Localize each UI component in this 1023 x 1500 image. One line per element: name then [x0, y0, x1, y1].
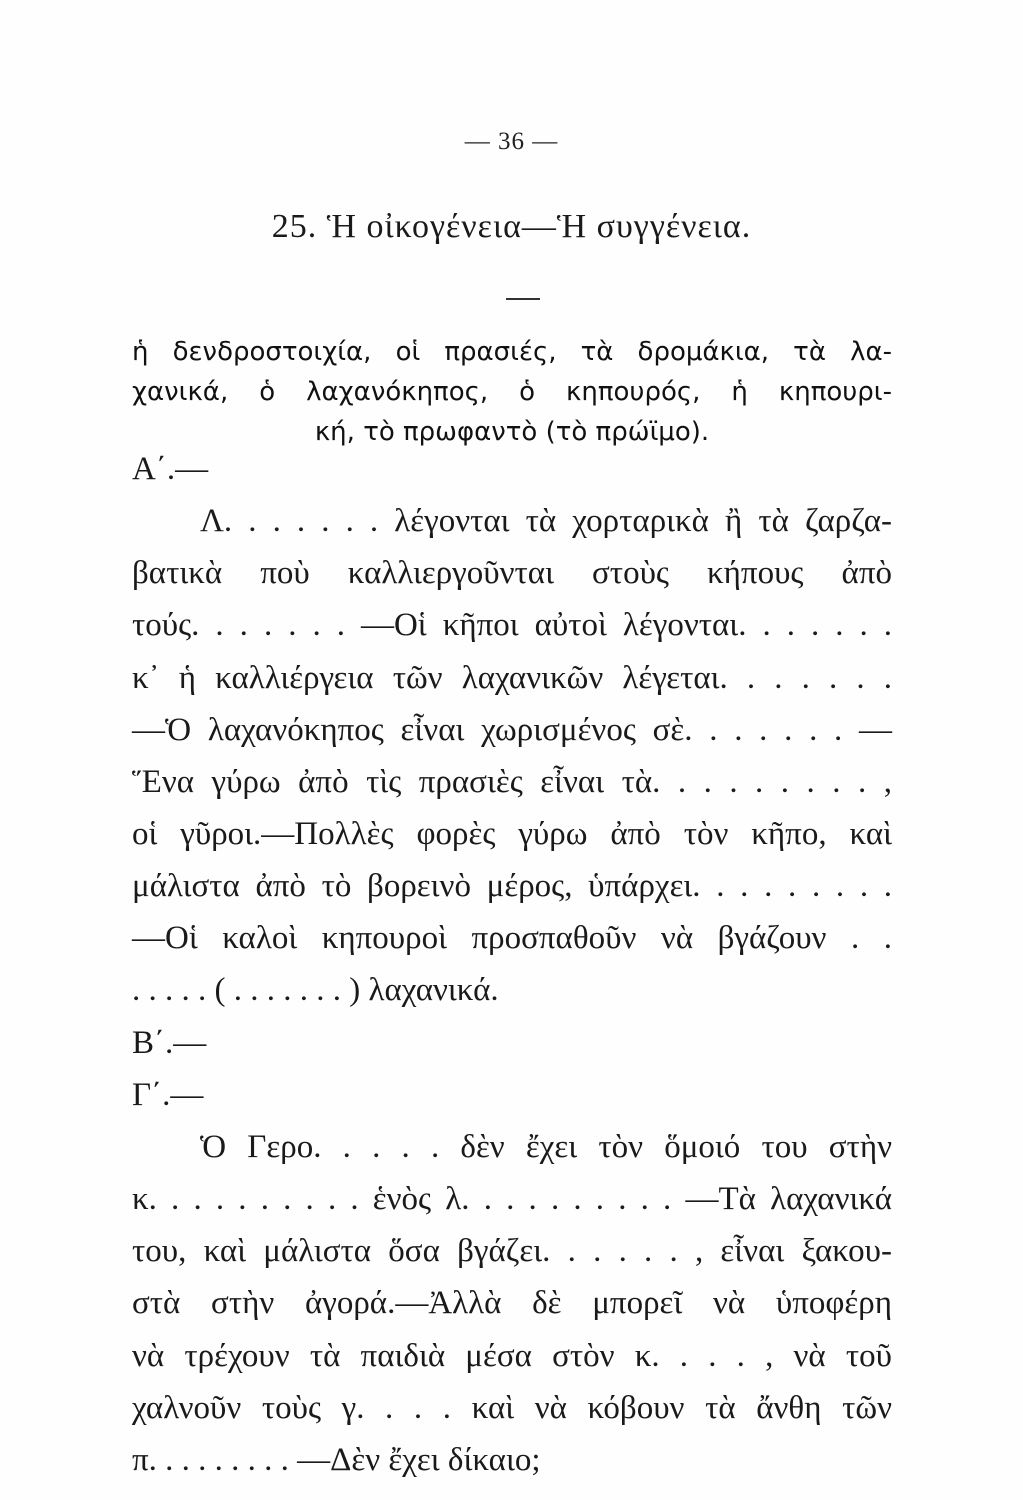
- text-line: νὰ τρέχουν τὰ παιδιὰ μέσα στὸν κ. . . . , νὰ τοῦ: [132, 1338, 892, 1374]
- text-line: Ἕνα γύρω ἀπὸ τὶς πρασιὲς εἶναι τὰ. . . . . . . . . ,: [132, 764, 892, 800]
- text-line: του, καὶ μάλιστα ὅσα βγάζει. . . . . . , εἶναι ξακου-: [132, 1233, 892, 1269]
- text-line: οἱ γῦροι.—Πολλὲς φορὲς γύρω ἀπὸ τὸν κῆπο, καὶ: [132, 816, 892, 852]
- text-line: κ᾿ ἡ καλλιέργεια τῶν λαχανικῶν λέγεται. . . . . . .: [132, 660, 892, 696]
- vocabulary-line: ἡ δενδροστοιχία, οἱ πρασιές, τὰ δρομάκια, τὰ λα-: [132, 337, 892, 367]
- text-line: μάλιστα ἀπὸ τὸ βορεινὸ μέρος, ὑπάρχει. . . . . . . . .: [132, 868, 892, 904]
- page-number: — 36 —: [464, 128, 559, 155]
- text-line: Λ. . . . . . . λέγονται τὰ χορταρικὰ ἢ τὰ ζαρζα-: [200, 503, 892, 539]
- text-line: π. . . . . . . . . —Δὲν ἔχει δίκαιο;: [132, 1442, 541, 1478]
- text-line: —Οἱ καλοὶ κηπουροὶ προσπαθοῦν νὰ βγάζουν . .: [132, 920, 892, 956]
- text-line: Ὁ Γερο. . . . . δὲν ἔχει τὸν ὅμοιό του στὴν: [200, 1129, 892, 1165]
- text-line: βατικὰ ποὺ καλλιεργοῦνται στοὺς κήπους ἀπὸ: [132, 555, 892, 591]
- text-line: τούς. . . . . . . —Οἱ κῆποι αὐτοὶ λέγονται. . . . . . .: [132, 607, 892, 643]
- vocabulary-line: κή, τὸ πρωφαντὸ (τὸ πρώϊμο).: [314, 417, 710, 447]
- text-line: . . . . . ( . . . . . . . ) λαχανικά.: [132, 972, 499, 1008]
- title-divider: [506, 298, 540, 300]
- text-line: κ. . . . . . . . . . ἑνὸς λ. . . . . . . . . . —Τὰ λαχανικά: [132, 1181, 892, 1217]
- text-line: —Ὁ λαχανόκηπος εἶναι χωρισμένος σὲ. . . . . . . —: [132, 712, 892, 748]
- section-label-c: Γ΄.—: [132, 1077, 204, 1113]
- section-label-b: Β΄.—: [132, 1025, 207, 1061]
- vocabulary-line: χανικά, ὁ λαχανόκηπος, ὁ κηπουρός, ἡ κηπουρι-: [132, 377, 892, 407]
- text-line: χαλνοῦν τοὺς γ. . . . καὶ νὰ κόβουν τὰ ἄνθη τῶν: [132, 1390, 892, 1426]
- text-line: στὰ στὴν ἀγορά.—Ἀλλὰ δὲ μπορεῖ νὰ ὑποφέρη: [132, 1285, 892, 1321]
- section-label-a: Α΄.—: [132, 451, 209, 487]
- section-title: 25. Ἡ οἰκογένεια—Ἡ συγγένεια.: [271, 208, 752, 245]
- vocabulary-list: [132, 332, 892, 452]
